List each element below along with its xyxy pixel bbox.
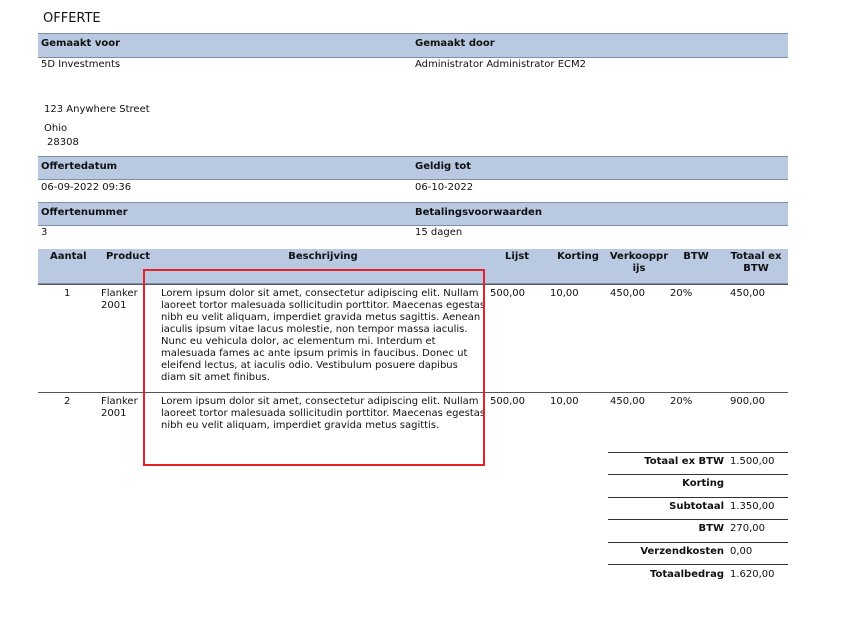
payment-terms-value: 15 dagen [415,227,463,238]
column-header-product: Product [105,251,151,262]
column-header-vat: BTW [683,251,709,262]
quote-number-header-band [38,202,788,226]
column-header-total [728,251,784,275]
totals-discount-label: Korting [682,478,724,489]
row-price: 450,00 [610,288,645,299]
column-header-price [608,251,670,275]
row-vat: 20% [670,396,693,407]
address-zip: 28308 [47,137,79,148]
vat-total-label: BTW [698,523,724,534]
row-description: Lorem ipsum dolor sit amet, consectetur adipiscing elit. Nullam laoreet tortor malesuada sollicitudin porttitor. Maecenas egestas nibh eu velit aliquam, imperdiet gravida metus sagittis. [161,396,486,431]
address-street: 123 Anywhere Street [44,104,150,115]
row-product-line1: Flanker [101,396,138,407]
row-total: 450,00 [730,288,765,299]
row-product-line1: Flanker [101,288,138,299]
quote-number-label: Offertenummer [41,207,128,218]
vat-total-value: 270,00 [730,523,765,534]
address-state: Ohio [44,123,68,134]
totals-separator [608,542,788,543]
row-product [101,288,138,312]
made-for-label: Gemaakt voor [41,38,121,49]
subtotal-value: 1.350,00 [730,501,775,512]
subtotal-label: Subtotaal [669,501,724,512]
column-header-discount: Korting [557,251,599,262]
quote-date-label: Offertedatum [41,161,118,172]
row-discount: 10,00 [550,396,579,407]
total-ex-vat-value: 1.500,00 [730,456,775,467]
row-list-price: 500,00 [490,288,525,299]
row-list-price: 500,00 [490,396,525,407]
row-separator [38,392,788,393]
row-product-line2: 2001 [101,300,127,311]
shipping-value: 0,00 [730,546,753,557]
row-separator [38,284,788,285]
valid-until-value: 06-10-2022 [415,182,474,193]
column-header-total-line1: Totaal ex [730,251,782,262]
quote-date-header-band [38,156,788,180]
made-for-header-band [38,33,788,58]
row-product-line2: 2001 [101,408,127,419]
column-header-qty: Aantal [50,251,87,262]
row-vat: 20% [670,288,693,299]
row-product [101,396,138,420]
grand-total-value: 1.620,00 [730,569,775,580]
column-header-description: Beschrijving [288,251,358,262]
shipping-label: Verzendkosten [640,546,724,557]
valid-until-label: Geldig tot [415,161,472,172]
made-for-value: 5D Investments [41,59,121,70]
row-qty: 2 [64,396,71,407]
quote-number-value: 3 [41,227,48,238]
made-by-value: Administrator Administrator ECM2 [415,59,586,70]
row-price: 450,00 [610,396,645,407]
row-description: Lorem ipsum dolor sit amet, consectetur adipiscing elit. Nullam laoreet tortor malesuada sollicitudin porttitor. Maecenas egestas nibh eu velit aliquam, imperdiet gravida metus sagittis. Aenean iaculis ipsum vitae lacus molestie, non tempor massa iaculis. Nunc eu vehicula dolor, ac elementum mi. Interdum et malesuada fames ac ante ipsum primis in faucibus. Donec ut eleifend lectus, at iaculis odio. Vestibulum posuere dapibus diam sit amet finibus. [161,288,486,383]
row-total: 900,00 [730,396,765,407]
column-header-list: Lijst [505,251,529,262]
totals-separator [608,452,788,453]
totals-separator [608,474,788,475]
totals-separator [608,497,788,498]
column-header-total-line2: BTW [743,263,769,274]
column-header-price-line2: ijs [632,263,646,274]
row-qty: 1 [64,288,71,299]
payment-terms-label: Betalingsvoorwaarden [415,207,542,218]
document-title: OFFERTE [43,11,101,26]
column-header-price-line1: Verkooppr [609,251,669,262]
total-ex-vat-label: Totaal ex BTW [644,456,724,467]
grand-total-label: Totaalbedrag [649,569,724,580]
made-by-label: Gemaakt door [415,38,495,49]
quote-date-value: 06-09-2022 09:36 [41,182,132,193]
line-items-header [38,249,788,284]
totals-separator [608,519,788,520]
totals-separator [608,564,788,565]
row-discount: 10,00 [550,288,579,299]
